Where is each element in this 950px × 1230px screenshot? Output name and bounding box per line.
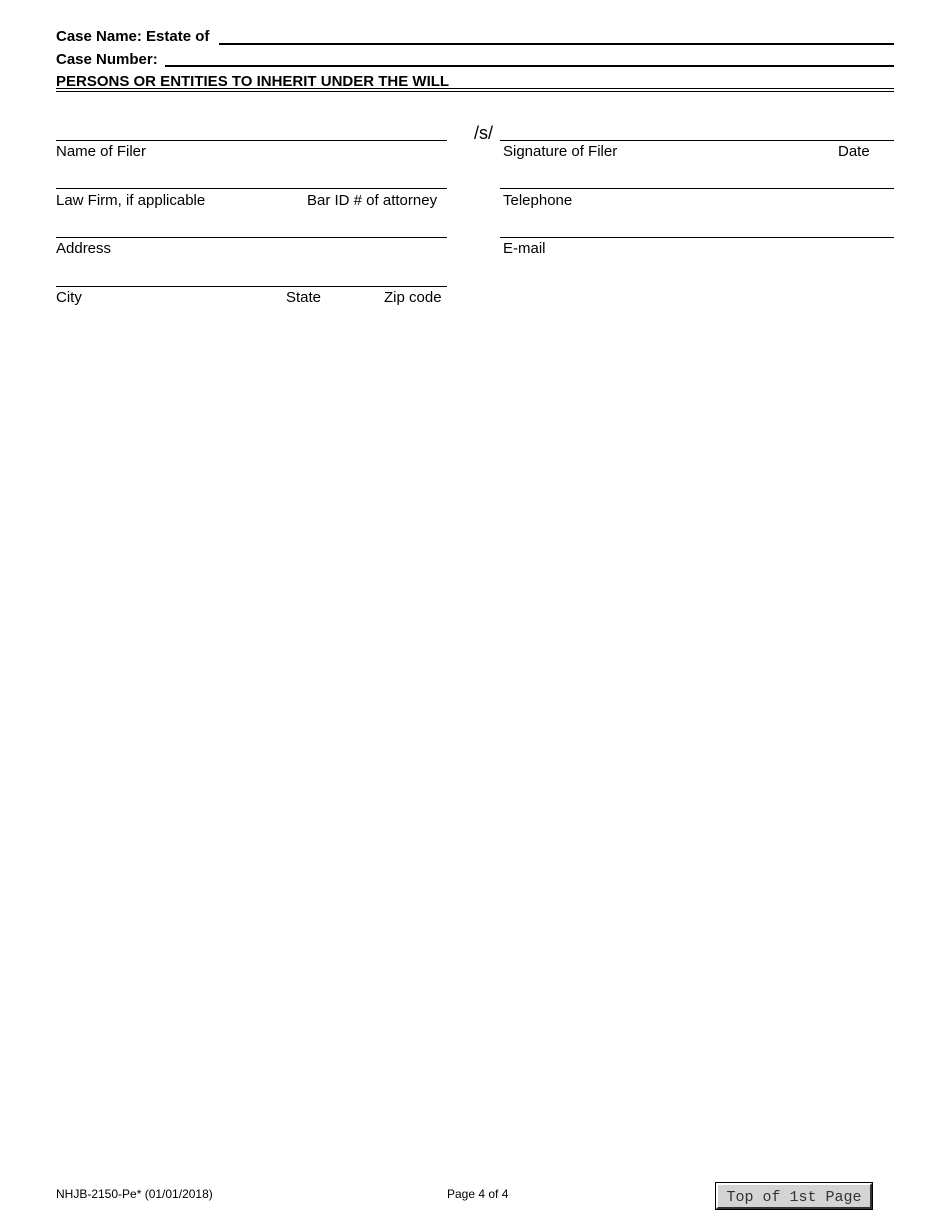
telephone-field[interactable] (500, 188, 894, 189)
telephone-label: Telephone (503, 192, 573, 209)
bar-id-label: Bar ID # of attorney (307, 192, 438, 209)
email-field[interactable] (500, 237, 894, 238)
city-label: City (56, 289, 82, 306)
section-title-rule-bottom (56, 91, 894, 92)
email-label: E-mail (503, 240, 546, 257)
case-name-label: Case Name: Estate of (56, 28, 210, 45)
law-firm-field[interactable] (56, 188, 447, 189)
law-firm-label: Law Firm, if applicable (56, 192, 206, 209)
section-title: PERSONS OR ENTITIES TO INHERIT UNDER THE WILL (56, 73, 450, 90)
signature-prefix: /s/ (474, 123, 494, 143)
section-title-rule-top (56, 88, 894, 89)
case-number-label: Case Number: (56, 51, 158, 68)
address-label: Address (56, 240, 112, 257)
signature-of-filer-label: Signature of Filer (503, 143, 618, 160)
case-number-field[interactable] (165, 65, 894, 67)
case-name-field[interactable] (219, 43, 894, 45)
signature-field[interactable] (500, 140, 894, 141)
address-field[interactable] (56, 237, 447, 238)
state-label: State (286, 289, 322, 306)
name-of-filer-label: Name of Filer (56, 143, 147, 160)
city-state-zip-field[interactable] (56, 286, 447, 287)
form-id: NHJB-2150-Pe* (01/01/2018) (56, 1187, 213, 1201)
top-of-first-page-button[interactable]: Top of 1st Page (716, 1183, 872, 1209)
date-label: Date (838, 143, 870, 160)
zip-code-label: Zip code (384, 289, 442, 306)
name-of-filer-field[interactable] (56, 140, 447, 141)
page-indicator: Page 4 of 4 (447, 1187, 509, 1201)
